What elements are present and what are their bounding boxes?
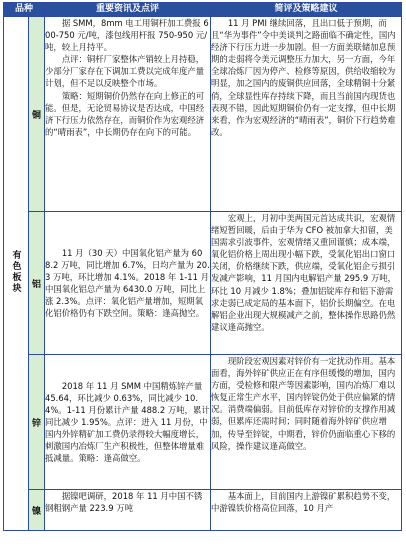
info-cell-nickel — [45, 490, 211, 531]
info-cell-zinc — [45, 355, 211, 490]
table-row-aluminium — [4, 212, 402, 355]
metal-label: 锌 — [32, 418, 42, 429]
strategy-table — [3, 2, 402, 531]
header-variety: 品种 — [4, 3, 45, 17]
comment-cell-zinc — [211, 355, 402, 490]
category-label: 有色板块 — [10, 250, 21, 294]
table-row-copper — [4, 17, 402, 212]
info-cell-aluminium — [45, 212, 211, 355]
metal-label: 铜 — [32, 110, 42, 121]
category-cell — [4, 17, 29, 531]
comment-cell-copper — [211, 17, 402, 212]
info-paragraph: 点评：铜杆厂家整体产销较上月持稳，少部分厂家存在下调加工费以完成年度产量计划，但不足以反映整个市场。 — [45, 54, 205, 89]
comment-paragraph: 11 月 PMI 继续回落，且出口低于预期，而且“华为事件”令中美谈判之路面临不确定性，国内经济下行压力进一步加剧。但一方面美联储加息预期的走弱将令美元调整压力加大，另一方面，今年全球冶炼厂因为停产、检修等原因，供给收缩较为明显，加之国内的废铜供应回落，全球精铜十分紧俏，全球显性库存持续下降，而且当前国内现货也表现不错，因此短期铜价仍有一定支撑，但中长期来看，作为宏观经济的“晴雨表”，铜价下行趋势难改。 — [211, 18, 396, 137]
table-row-zinc — [4, 355, 402, 490]
comment-paragraph: 基本面上，目前国内上游镍矿累积趋势不变，中游镍铁价格高位回落，10 月产 — [211, 491, 396, 514]
info-paragraph: 据 SMM，8mm 电工用铜杆加工费报 600-750 元/吨，漆包线用杆报 750-950 元/吨，较上月持平。 — [45, 18, 209, 53]
comment-paragraph: 宏观上，月初中美两国元首达成共识，宏观情绪短暂回暖，后由于华为 CFO 被加拿大扣留，美国需求引波事件，宏观情绪又重回谨慎；成本端，氧化铝价格上周出现小幅下跌，受氧化铝出口窗口关闭，价格继续下跌，供应端，受氧化铝企亏损引发减产影响，11 月国内电解铝产量 295.9 万吨，环比 10 月减少 1.8%；叠加铝锭库存和铝下游需求走弱已成定局的基本面下，铝价长期偏空。在电解铝企业出现大规模减产之前，整体操作思路仍然建议逢高抛空。 — [211, 213, 397, 332]
metal-cell-nickel — [29, 490, 45, 531]
metal-cell-aluminium — [29, 212, 45, 355]
table-header-row — [4, 3, 402, 17]
metal-cell-copper — [29, 17, 45, 212]
metal-label: 铝 — [32, 279, 42, 290]
table-row-nickel — [4, 490, 402, 531]
header-comment: 简评及策略建议 — [211, 3, 402, 17]
metal-label: 镍 — [32, 506, 42, 517]
comment-cell-nickel — [211, 490, 402, 531]
info-paragraph: 2018 年 11 月 SMM 中国精炼锌产量 45.64，环比减少 0.63%，同比减少 10.4%。1-11 月份累计产量 488.2 万吨，累计同比减少 1.95%。点评：进入 11 月份，中国内外锌精矿加工费仍录得较大幅度增长，刺激国内冶炼厂生产积极性，但整体增量难抵减量。策略：逢高做空。 — [45, 380, 210, 464]
info-paragraph: 策略：短期铜价仍然存在向上修正的可能。但是，无论贸易协议是否达成，中国经济下行压力依然存在，而铜价作为宏观经济的“晴雨表”，中长期仍存在向下的可能。 — [45, 90, 205, 137]
info-paragraph: 11 月（30 天）中国氧化铝产量为 608.2 万吨，同比增加 6.7%，日均产量为 20.3 万吨，环比增加 4.1%。2018 年 1-11 月中国氧化铝总产量为 6430.0 万吨，同比上涨 2.3%。点评：氧化铝产量增加，短期氧化铝价格仍有下跌空间。策略：逢高抛空。 — [45, 247, 210, 319]
comment-cell-aluminium — [211, 212, 402, 355]
info-paragraph: 据镍吧调研，2018 年 11 月中国不锈钢粗钢产量 223.9 万吨 — [45, 491, 203, 514]
comment-paragraph: 现阶段宏观因素对锌价有一定扰动作用。基本面看，海外锌矿供应正在有序但缓慢的增加，国内方面，受检修和限产等因素影响，国内冶炼厂难以恢复正常生产水平，国内锌锭仍处于供应偏紧的情况。消费端偏弱。目前低库存对锌价的支撑作用减弱，但累库还需时间；同时随着海外锌矿供应增加，传导至锌锭，中期看，锌价仍面临重心下移的风险，操作建议逢高做空。 — [211, 356, 396, 451]
header-info: 重要资讯及点评 — [45, 3, 211, 17]
info-cell-copper — [45, 17, 211, 212]
metal-cell-zinc — [29, 355, 45, 490]
